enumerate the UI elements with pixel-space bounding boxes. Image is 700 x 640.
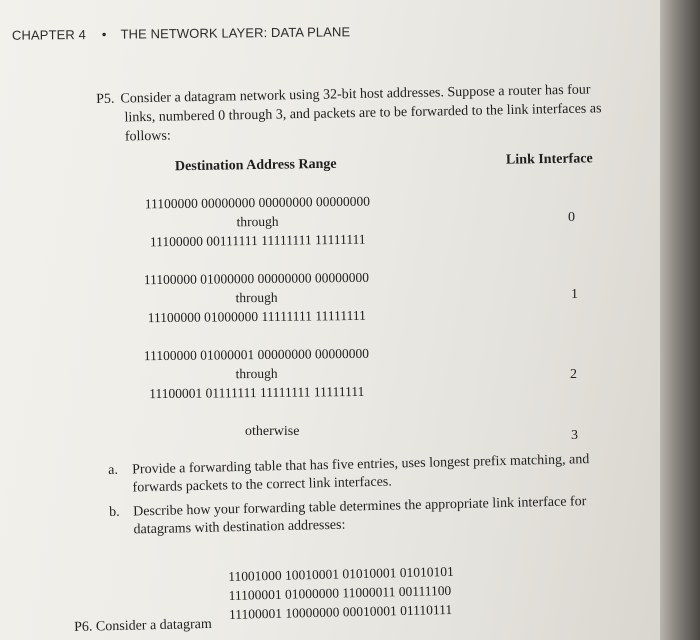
destination-address: 11100001 10000000 00010001 01110111 xyxy=(228,601,453,622)
address-range-0 xyxy=(145,192,371,252)
problem-p6-text: Consider a datagram xyxy=(95,616,212,635)
problem-text: Consider a datagram network using 32-bit host addresses. Suppose a router has four links, numbered 0 through 3, and packets are to be forwarded to the link interfaces as follows: xyxy=(120,82,602,145)
problem-intro xyxy=(96,80,612,147)
problem-p6 xyxy=(74,617,212,636)
question-b-text: Describe how your forwarding table determines the appropriate link interface for datagrams with destination addresses: xyxy=(132,494,587,538)
problem-p6-number: P6. xyxy=(74,619,93,635)
destination-addresses xyxy=(228,562,455,624)
range-through: through xyxy=(235,365,278,382)
otherwise-label: otherwise xyxy=(245,424,300,439)
header-bullet: • xyxy=(101,26,107,42)
link-interface-3: 3 xyxy=(571,428,578,443)
chapter-label: CHAPTER 4 xyxy=(11,26,86,43)
column-header-destination: Destination Address Range xyxy=(174,156,337,175)
link-interface-1: 1 xyxy=(571,287,578,302)
problem-number: P5. xyxy=(96,91,115,107)
question-b xyxy=(109,492,630,540)
link-interface-2: 2 xyxy=(570,367,577,382)
destination-address: 11100001 01000000 11000011 00111100 xyxy=(228,582,452,603)
chapter-title: THE NETWORK LAYER: DATA PLANE xyxy=(120,24,351,42)
address-range-2 xyxy=(144,344,370,403)
problem-p5 xyxy=(96,80,612,147)
range-end: 11100001 01111111 11111111 11111111 xyxy=(149,383,365,402)
questions xyxy=(108,450,630,546)
range-through: through xyxy=(235,289,278,306)
range-start: 11100000 01000000 00000000 00000000 xyxy=(143,269,369,288)
range-end: 11100000 01000000 11111111 11111111 xyxy=(147,307,366,326)
book-spine-shadow xyxy=(660,0,700,640)
range-start: 11100000 01000001 00000000 00000000 xyxy=(143,345,369,364)
running-header xyxy=(12,24,350,43)
destination-address: 11001000 10010001 01010001 01010101 xyxy=(228,563,454,584)
question-a-label: a. xyxy=(108,462,119,478)
question-b-label: b. xyxy=(108,504,120,520)
question-a xyxy=(108,450,629,498)
question-a-text: Provide a forwarding table that has five entries, uses longest prefix matching, and forwards packets to the correct link interfaces. xyxy=(132,452,590,496)
address-range-1 xyxy=(144,268,370,327)
column-header-interface: Link Interface xyxy=(505,151,593,168)
range-start: 11100000 00000000 00000000 00000000 xyxy=(144,193,370,212)
range-through: through xyxy=(236,213,279,230)
range-end: 11100000 00111111 11111111 11111111 xyxy=(149,231,366,250)
link-interface-0: 0 xyxy=(568,210,575,225)
